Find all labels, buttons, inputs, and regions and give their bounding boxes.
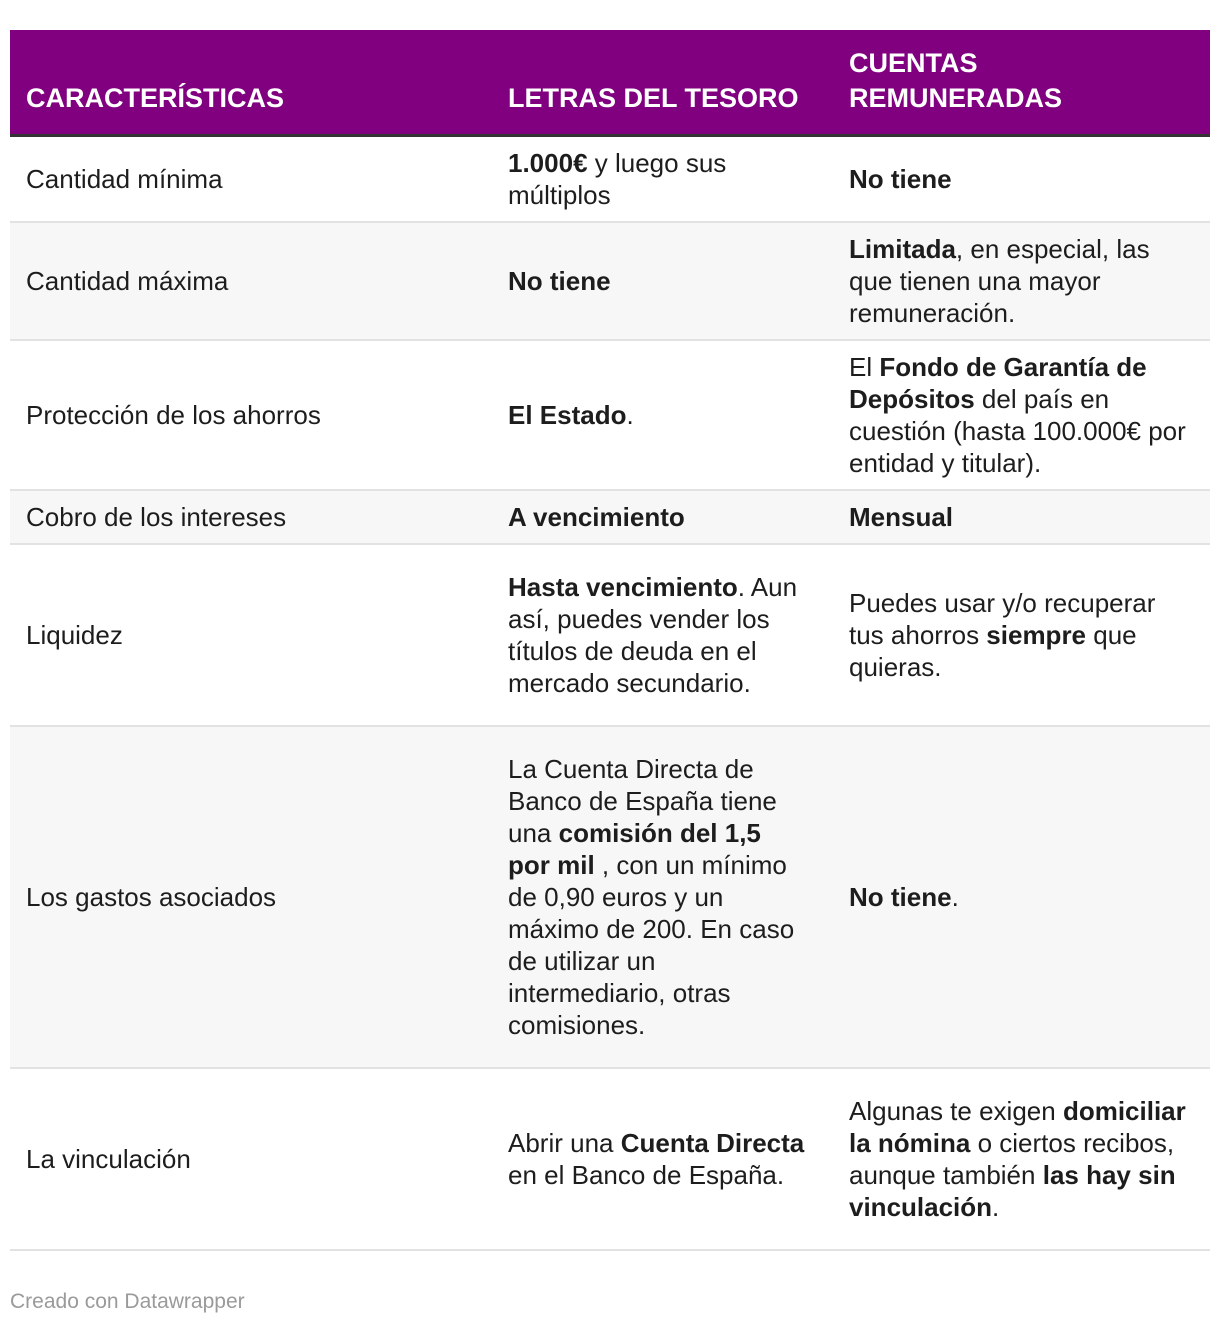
text-segment: o ciertos recibos, aunque también xyxy=(849,1128,1175,1190)
cell-letras xyxy=(492,389,833,441)
bold-text: A vencimiento xyxy=(508,502,685,532)
text-segment: Abrir una xyxy=(508,1128,621,1158)
table-row xyxy=(10,727,1210,1069)
bold-text: Limitada xyxy=(849,234,956,264)
cell-cuentas xyxy=(833,577,1210,693)
bold-text: las hay sin vinculación xyxy=(849,1160,1176,1222)
table-row xyxy=(10,137,1210,223)
bold-text: domiciliar la nómina xyxy=(849,1096,1186,1158)
header-cuentas-remuneradas: CUENTAS REMUNERADAS xyxy=(849,48,1063,113)
text-segment: . Aun así, puedes vender los títulos de deuda en el mercado secundario. xyxy=(508,572,798,698)
cell-cuentas xyxy=(833,491,1210,543)
bold-text: siempre xyxy=(986,620,1087,650)
cell-letras xyxy=(492,255,833,307)
bold-text: No tiene xyxy=(849,882,952,912)
text-segment: . xyxy=(626,400,634,430)
comparison-table xyxy=(10,30,1210,1251)
text-segment: , con un mínimo de 0,90 euros y un máximo de 200. En caso de utilizar un intermediario, otras comisiones. xyxy=(508,850,795,1040)
bold-text: Hasta vencimiento xyxy=(508,572,738,602)
table-row xyxy=(10,341,1210,491)
text-segment: La Cuenta Directa de Banco de España tiene una xyxy=(508,754,777,848)
cell-letras xyxy=(492,491,833,543)
cell-cuentas xyxy=(833,153,1210,205)
text-segment: y luego sus múltiplos xyxy=(508,148,727,210)
bold-text: Cuenta Directa xyxy=(620,1128,805,1158)
table-row xyxy=(10,491,1210,545)
cell-feature: Cobro de los intereses xyxy=(26,502,287,532)
text-segment: . xyxy=(951,882,959,912)
bold-text: Mensual xyxy=(849,502,954,532)
cell-feature: La vinculación xyxy=(26,1144,191,1174)
cell-feature: Los gastos asociados xyxy=(26,882,277,912)
cell-feature: Protección de los ahorros xyxy=(26,400,321,430)
cell-letras xyxy=(492,1117,833,1201)
table-row xyxy=(10,1069,1210,1251)
text-segment: Algunas te exigen xyxy=(849,1096,1063,1126)
text-segment: que quieras. xyxy=(849,620,1137,682)
cell-feature: Liquidez xyxy=(26,620,123,650)
bold-text: Fondo de Garantía de Depósitos xyxy=(849,352,1147,414)
table-row xyxy=(10,545,1210,727)
text-segment: , en especial, las que tienen una mayor remuneración. xyxy=(849,234,1150,328)
bold-text: El Estado xyxy=(508,400,627,430)
table-body xyxy=(10,137,1210,1251)
cell-feature: Cantidad máxima xyxy=(26,266,229,296)
cell-letras xyxy=(492,743,833,1051)
table-row xyxy=(10,223,1210,341)
text-segment: . xyxy=(992,1192,1000,1222)
text-segment: El xyxy=(849,352,880,382)
bold-text: No tiene xyxy=(508,266,611,296)
text-segment: del país en cuestión (hasta 100.000€ por entidad y titular). xyxy=(849,384,1186,478)
cell-letras xyxy=(492,561,833,709)
footer-credit: Creado con Datawrapper xyxy=(10,1290,245,1313)
bold-text: comisión del 1,5 por mil xyxy=(508,818,761,880)
cell-cuentas xyxy=(833,223,1210,339)
bold-text: No tiene xyxy=(849,164,952,194)
cell-letras xyxy=(492,137,833,221)
header-letras-del-tesoro: LETRAS DEL TESORO xyxy=(508,83,799,113)
text-segment: Puedes usar y/o recuperar tus ahorros xyxy=(849,588,1156,650)
text-segment: en el Banco de España. xyxy=(508,1160,785,1190)
cell-cuentas xyxy=(833,871,1210,923)
cell-cuentas xyxy=(833,1085,1210,1233)
cell-feature: Cantidad mínima xyxy=(26,164,223,194)
cell-cuentas xyxy=(833,341,1210,489)
bold-text: 1.000€ xyxy=(508,148,588,178)
header-caracteristicas: CARACTERÍSTICAS xyxy=(26,83,285,113)
table-header xyxy=(10,30,1210,137)
